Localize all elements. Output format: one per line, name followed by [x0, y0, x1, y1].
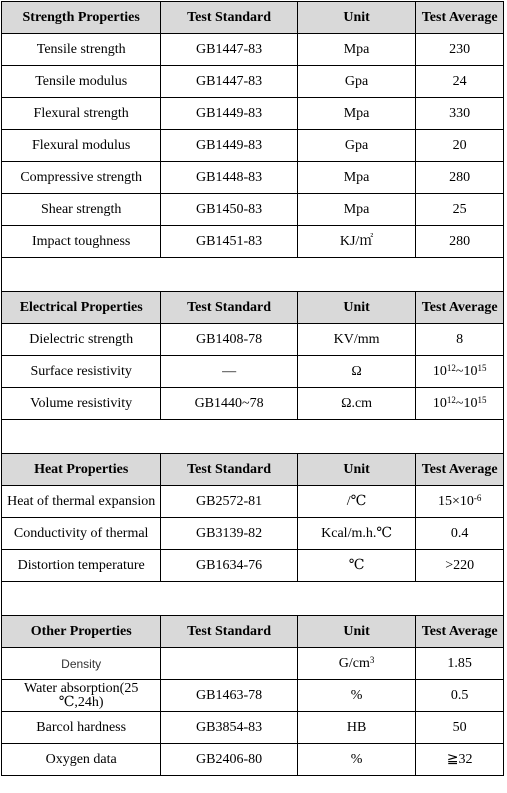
- cell-unit: Mpa: [298, 162, 417, 194]
- value-text: ~: [455, 395, 464, 411]
- cell-unit: KV/mm: [298, 324, 417, 356]
- cell-unit: Ω.cm: [298, 388, 417, 420]
- cell-property: Dielectric strength: [2, 324, 161, 356]
- cell-average: 1.85: [416, 648, 504, 680]
- column-header-unit: Unit: [298, 454, 417, 486]
- cell-property: Heat of thermal expansion: [2, 486, 161, 518]
- table-row: [2, 130, 504, 162]
- cell-standard: [161, 648, 297, 680]
- table-row: [2, 486, 504, 518]
- cell-property: Surface resistivity: [2, 356, 161, 388]
- cell-average: 10 $^{12}$ ~ 10 $^{15}$: [416, 356, 504, 388]
- cell-standard: GB1463-78: [161, 680, 297, 712]
- value-text: 10: [432, 395, 447, 411]
- cell-standard: GB1448-83: [161, 162, 297, 194]
- value-text: 10: [463, 363, 478, 379]
- column-header-property: Other Properties: [2, 616, 161, 648]
- cell-unit: Gpa: [298, 130, 417, 162]
- table-row: [2, 194, 504, 226]
- cell-property: Shear strength: [2, 194, 161, 226]
- cell-average: 8: [416, 324, 504, 356]
- cell-property: Barcol hardness: [2, 712, 161, 744]
- column-header-average: Test Average: [416, 616, 504, 648]
- column-header-unit: Unit: [298, 292, 417, 324]
- cell-unit: HB: [298, 712, 417, 744]
- cell-unit: G/cm $^3$: [298, 648, 417, 680]
- column-header-property: Strength Properties: [2, 2, 161, 34]
- cell-property: Tensile strength: [2, 34, 161, 66]
- cell-average: >220: [416, 550, 504, 582]
- column-header-property: Electrical Properties: [2, 292, 161, 324]
- cell-average: ≧32: [416, 744, 504, 776]
- cell-average: 10 $^{12}$ ~ 10 $^{15}$: [416, 388, 504, 420]
- table-row: [2, 388, 504, 420]
- header-row: [2, 292, 504, 324]
- cell-property: Oxygen data: [2, 744, 161, 776]
- column-header-standard: Test Standard: [161, 454, 297, 486]
- cell-unit: /℃: [298, 486, 417, 518]
- cell-average: 25: [416, 194, 504, 226]
- column-header-average: Test Average: [416, 292, 504, 324]
- cell-property: Flexural strength: [2, 98, 161, 130]
- cell-average: 280: [416, 162, 504, 194]
- cell-average: 230: [416, 34, 504, 66]
- column-header-unit: Unit: [298, 616, 417, 648]
- cell-property: Flexural modulus: [2, 130, 161, 162]
- table-row: [2, 324, 504, 356]
- cell-property: Water absorption(25 ℃,24h): [2, 680, 161, 712]
- table-row: [2, 712, 504, 744]
- column-header-average: Test Average: [416, 454, 504, 486]
- cell-standard: GB1449-83: [161, 130, 297, 162]
- table-row: [2, 226, 504, 258]
- cell-standard: GB1450-83: [161, 194, 297, 226]
- cell-standard: GB1449-83: [161, 98, 297, 130]
- table-row: [2, 356, 504, 388]
- cell-average: 50: [416, 712, 504, 744]
- cell-unit: Gpa: [298, 66, 417, 98]
- cell-standard: GB1634-76: [161, 550, 297, 582]
- cell-property: Density: [2, 648, 161, 680]
- cell-standard: GB1451-83: [161, 226, 297, 258]
- column-header-property: Heat Properties: [2, 454, 161, 486]
- cell-standard: GB1440~78: [161, 388, 297, 420]
- header-row: [2, 616, 504, 648]
- column-header-average: Test Average: [416, 2, 504, 34]
- cell-average: 20: [416, 130, 504, 162]
- cell-property: Conductivity of thermal: [2, 518, 161, 550]
- cell-standard: GB1447-83: [161, 34, 297, 66]
- cell-unit: Kcal/m.h.℃: [298, 518, 417, 550]
- cell-average: 0.5: [416, 680, 504, 712]
- cell-standard: GB3854-83: [161, 712, 297, 744]
- cell-standard: GB1447-83: [161, 66, 297, 98]
- value-text: 10: [463, 395, 478, 411]
- cell-property: Volume resistivity: [2, 388, 161, 420]
- table-row: [2, 162, 504, 194]
- table-section: [1, 291, 504, 420]
- header-row: [2, 454, 504, 486]
- cell-average: 280: [416, 226, 504, 258]
- cell-standard: GB2572-81: [161, 486, 297, 518]
- table-row: [2, 550, 504, 582]
- value-text: ~: [455, 363, 464, 379]
- cell-average: 15×10 $^{-6}$: [416, 486, 504, 518]
- table-section: [1, 1, 504, 258]
- cell-average: 330: [416, 98, 504, 130]
- table-section: [1, 453, 504, 582]
- table-row: [2, 648, 504, 680]
- cell-unit: Mpa: [298, 194, 417, 226]
- cell-unit: Ω: [298, 356, 417, 388]
- value-text: 10: [432, 363, 447, 379]
- table-row: [2, 680, 504, 712]
- cell-unit: Mpa: [298, 34, 417, 66]
- cell-unit: Mpa: [298, 98, 417, 130]
- cell-property: Tensile modulus: [2, 66, 161, 98]
- header-row: [2, 2, 504, 34]
- table-row: [2, 518, 504, 550]
- cell-unit: KJ/㎡: [298, 226, 417, 258]
- cell-standard: GB2406-80: [161, 744, 297, 776]
- column-header-standard: Test Standard: [161, 2, 297, 34]
- column-header-standard: Test Standard: [161, 616, 297, 648]
- table-row: [2, 744, 504, 776]
- cell-standard: GB1408-78: [161, 324, 297, 356]
- table-section: [1, 615, 504, 776]
- section-spacer: [1, 420, 504, 453]
- section-spacer: [1, 258, 504, 291]
- cell-average: 24: [416, 66, 504, 98]
- value-text: G/cm: [338, 655, 370, 671]
- cell-average: 0.4: [416, 518, 504, 550]
- properties-table: [1, 1, 504, 776]
- table-row: [2, 98, 504, 130]
- column-header-unit: Unit: [298, 2, 417, 34]
- cell-standard: —: [161, 356, 297, 388]
- cell-unit: ℃: [298, 550, 417, 582]
- table-row: [2, 34, 504, 66]
- table-row: [2, 66, 504, 98]
- cell-property: Compressive strength: [2, 162, 161, 194]
- cell-property: Distortion temperature: [2, 550, 161, 582]
- section-spacer: [1, 582, 504, 615]
- cell-unit: %: [298, 680, 417, 712]
- cell-unit: %: [298, 744, 417, 776]
- value-text: 15×10: [437, 493, 474, 509]
- cell-standard: GB3139-82: [161, 518, 297, 550]
- column-header-standard: Test Standard: [161, 292, 297, 324]
- cell-property: Impact toughness: [2, 226, 161, 258]
